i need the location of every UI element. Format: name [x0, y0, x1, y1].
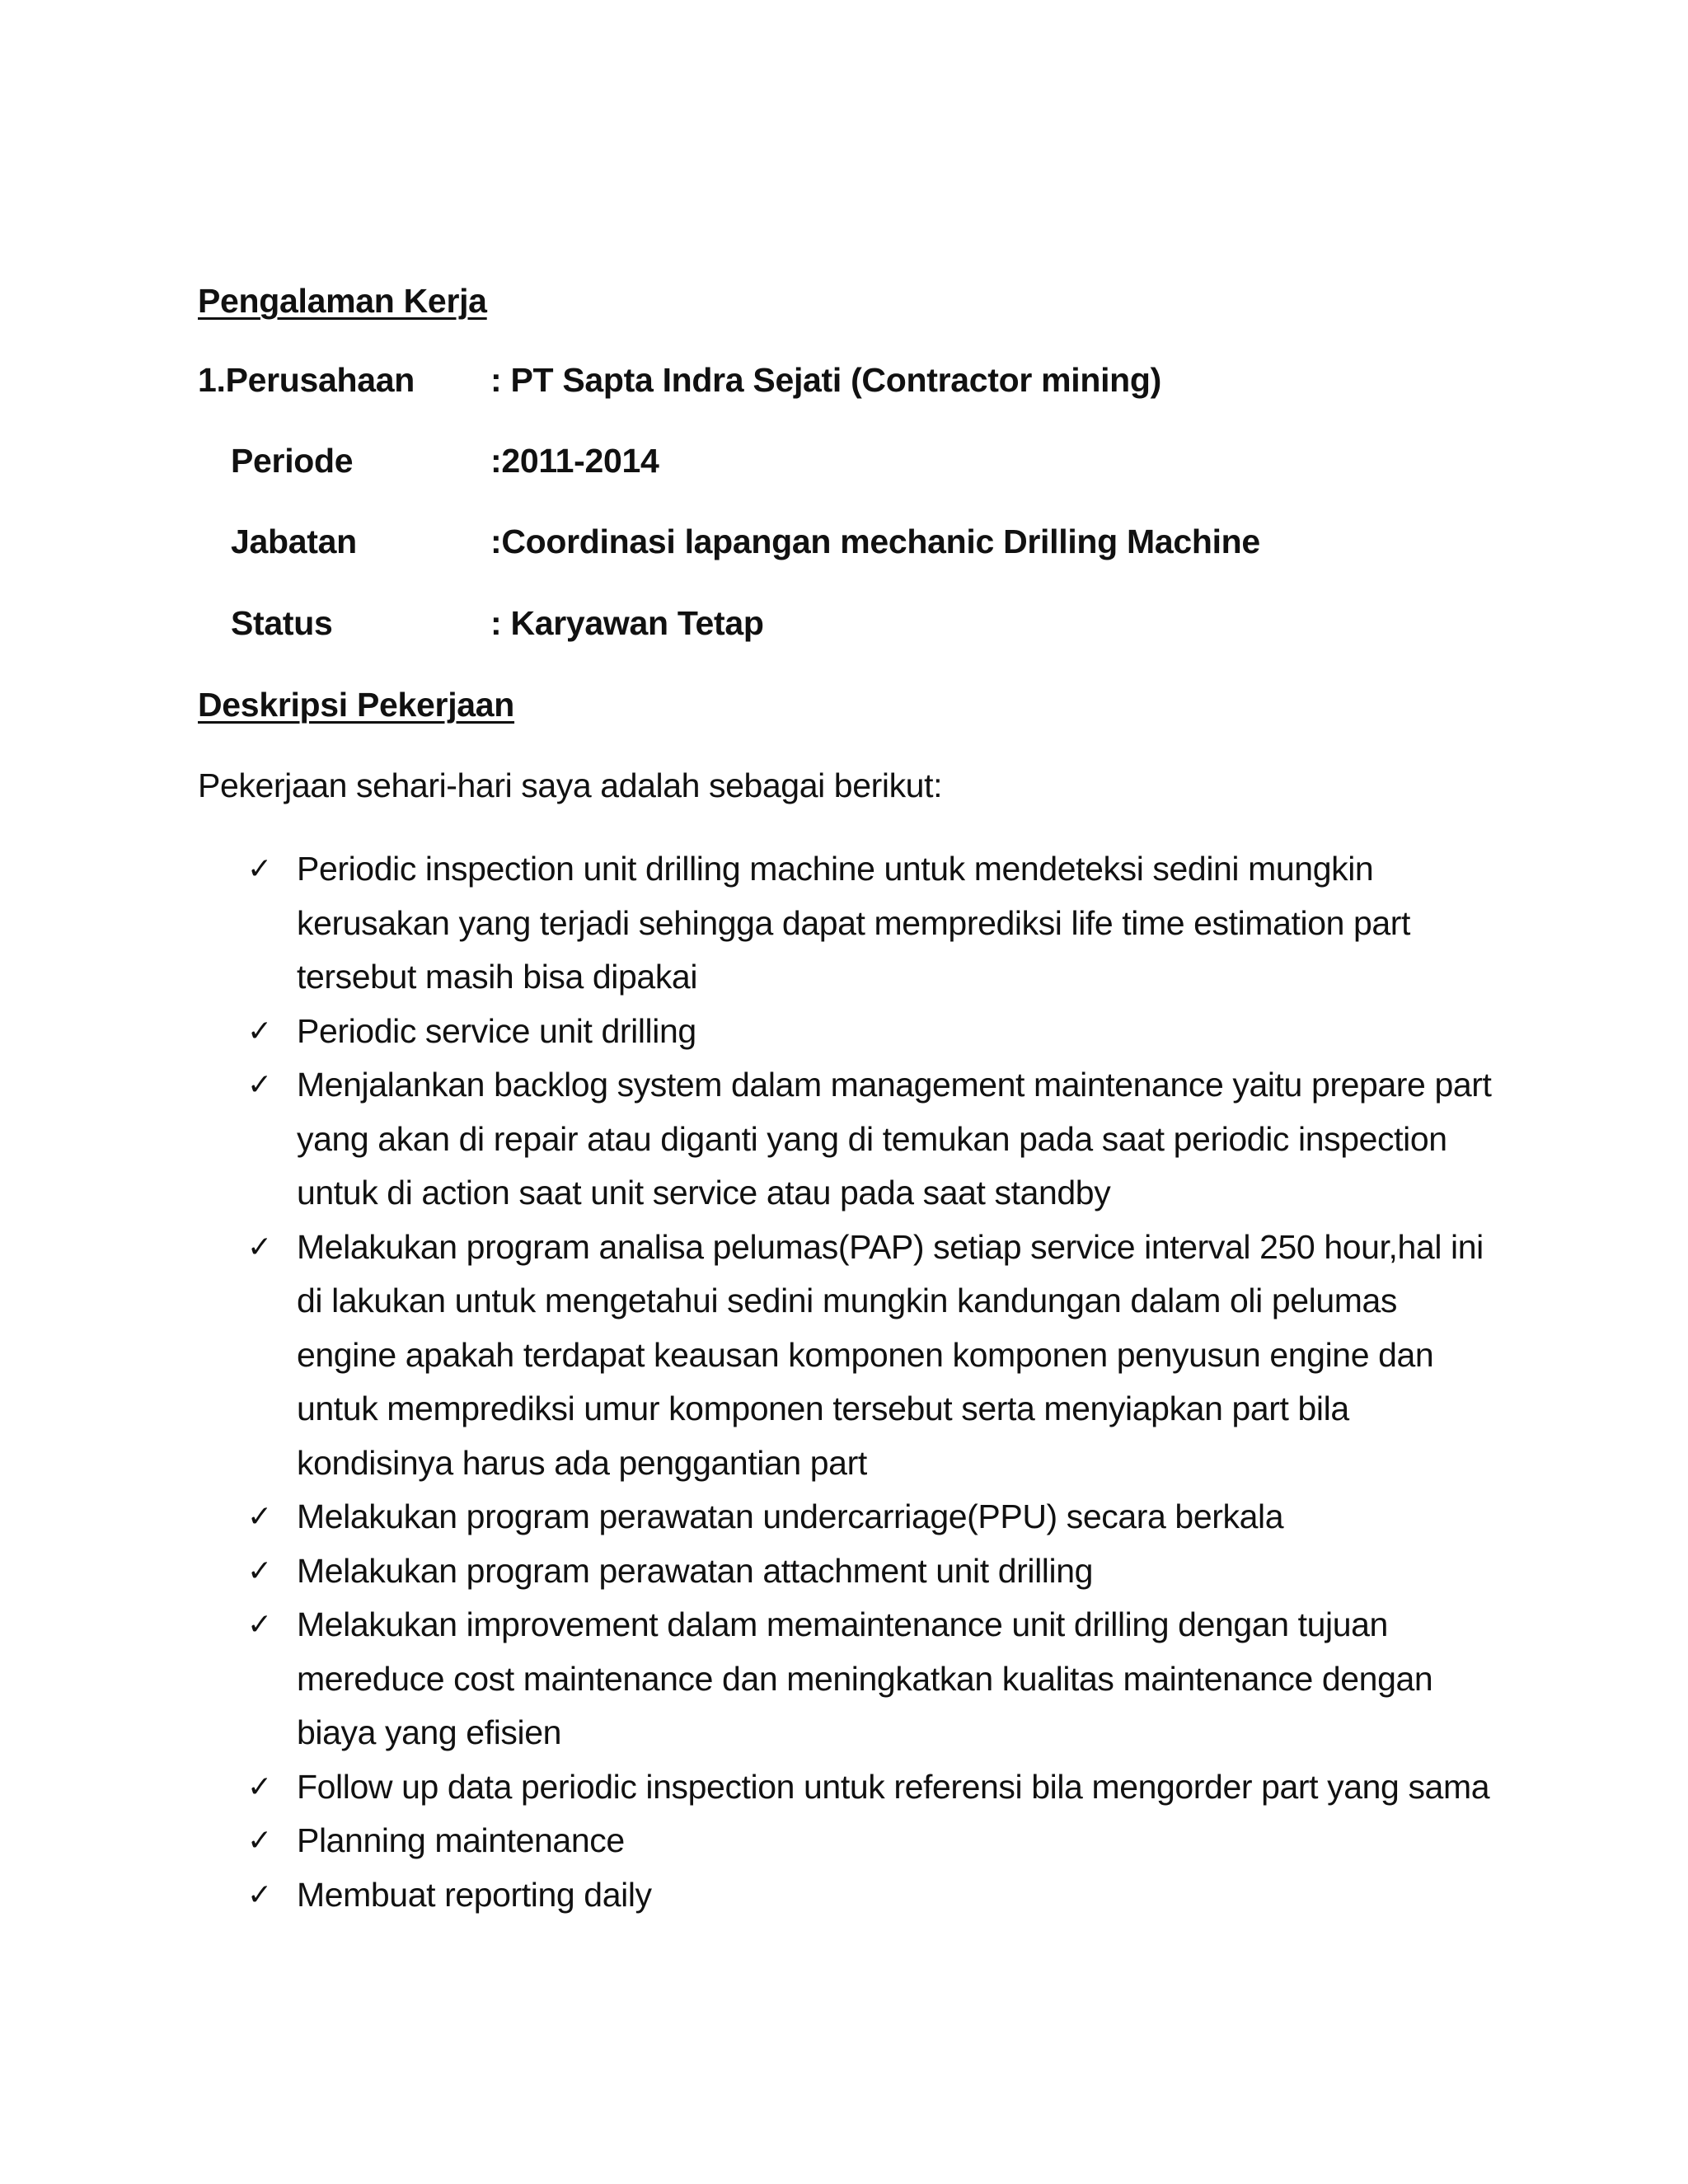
- task-item: [247, 1544, 1500, 1599]
- task-item: [247, 1814, 1500, 1868]
- checkmark-icon: ✓: [247, 1554, 272, 1588]
- task-text: Menjalankan backlog system dalam management maintenance yaitu prepare part yang akan di repair atau diganti yang di temukan pada saat periodic inspection untuk di action saat unit service atau pada saat standby: [297, 1066, 1492, 1212]
- task-text: Melakukan program analisa pelumas(PAP) setiap service interval 250 hour,hal ini di lakukan untuk mengetahui sedini mungkin kandungan dalam oli pelumas engine apakah terdapat keausan komponen komponen penyusun engine dan untuk memprediksi umur komponen tersebut serta menyiapkan part bila kondisinya harus ada penggantian part: [297, 1227, 1484, 1482]
- checkmark-icon: ✓: [247, 852, 272, 886]
- task-item: [247, 1058, 1500, 1221]
- task-text: Follow up data periodic inspection untuk referensi bila mengorder part yang sama: [297, 1767, 1490, 1806]
- task-text: Planning maintenance: [297, 1821, 625, 1859]
- period-label: Periode: [231, 442, 354, 480]
- company-value: : PT Sapta Indra Sejati (Contractor mining): [490, 361, 1162, 399]
- task-list: [247, 842, 1500, 1922]
- checkmark-icon: ✓: [247, 1824, 272, 1858]
- task-text: Periodic inspection unit drilling machine untuk mendeteksi sedini mungkin kerusakan yang terjadi sehingga dapat memprediksi life time estimation part tersebut masih bisa dipakai: [297, 850, 1411, 996]
- task-item: [247, 1760, 1500, 1815]
- position-label: Jabatan: [231, 523, 357, 560]
- task-item: [247, 1490, 1500, 1544]
- task-item: [247, 1598, 1500, 1760]
- checkmark-icon: ✓: [247, 1014, 272, 1048]
- checkmark-icon: ✓: [247, 1068, 272, 1102]
- checkmark-icon: ✓: [247, 1230, 272, 1264]
- task-item: [247, 1868, 1500, 1923]
- task-text: Melakukan improvement dalam memaintenance unit drilling dengan tujuan mereduce cost maintenance dan meningkatkan kualitas maintenance dengan biaya yang efisien: [297, 1605, 1433, 1751]
- task-item: [247, 1221, 1500, 1491]
- job-description-intro: Pekerjaan sehari-hari saya adalah sebagai berikut:: [198, 766, 943, 804]
- task-item: [247, 842, 1500, 1005]
- checkmark-icon: ✓: [247, 1769, 272, 1804]
- task-text: Melakukan program perawatan undercarriage(PPU) secara berkala: [297, 1497, 1284, 1535]
- task-text: Membuat reporting daily: [297, 1875, 652, 1914]
- task-item: [247, 1005, 1500, 1059]
- checkmark-icon: ✓: [247, 1608, 272, 1642]
- status-value: : Karyawan Tetap: [490, 604, 764, 642]
- task-text: Periodic service unit drilling: [297, 1011, 696, 1050]
- status-label: Status: [231, 604, 333, 642]
- work-experience-heading: Pengalaman Kerja: [198, 282, 487, 320]
- position-value: :Coordinasi lapangan mechanic Drilling Machine: [490, 523, 1260, 560]
- period-value: :2011-2014: [490, 442, 659, 480]
- job-description-heading: Deskripsi Pekerjaan: [198, 686, 515, 724]
- checkmark-icon: ✓: [247, 1500, 272, 1534]
- task-text: Melakukan program perawatan attachment unit drilling: [297, 1551, 1094, 1590]
- checkmark-icon: ✓: [247, 1877, 272, 1912]
- company-label: 1.Perusahaan: [198, 361, 415, 399]
